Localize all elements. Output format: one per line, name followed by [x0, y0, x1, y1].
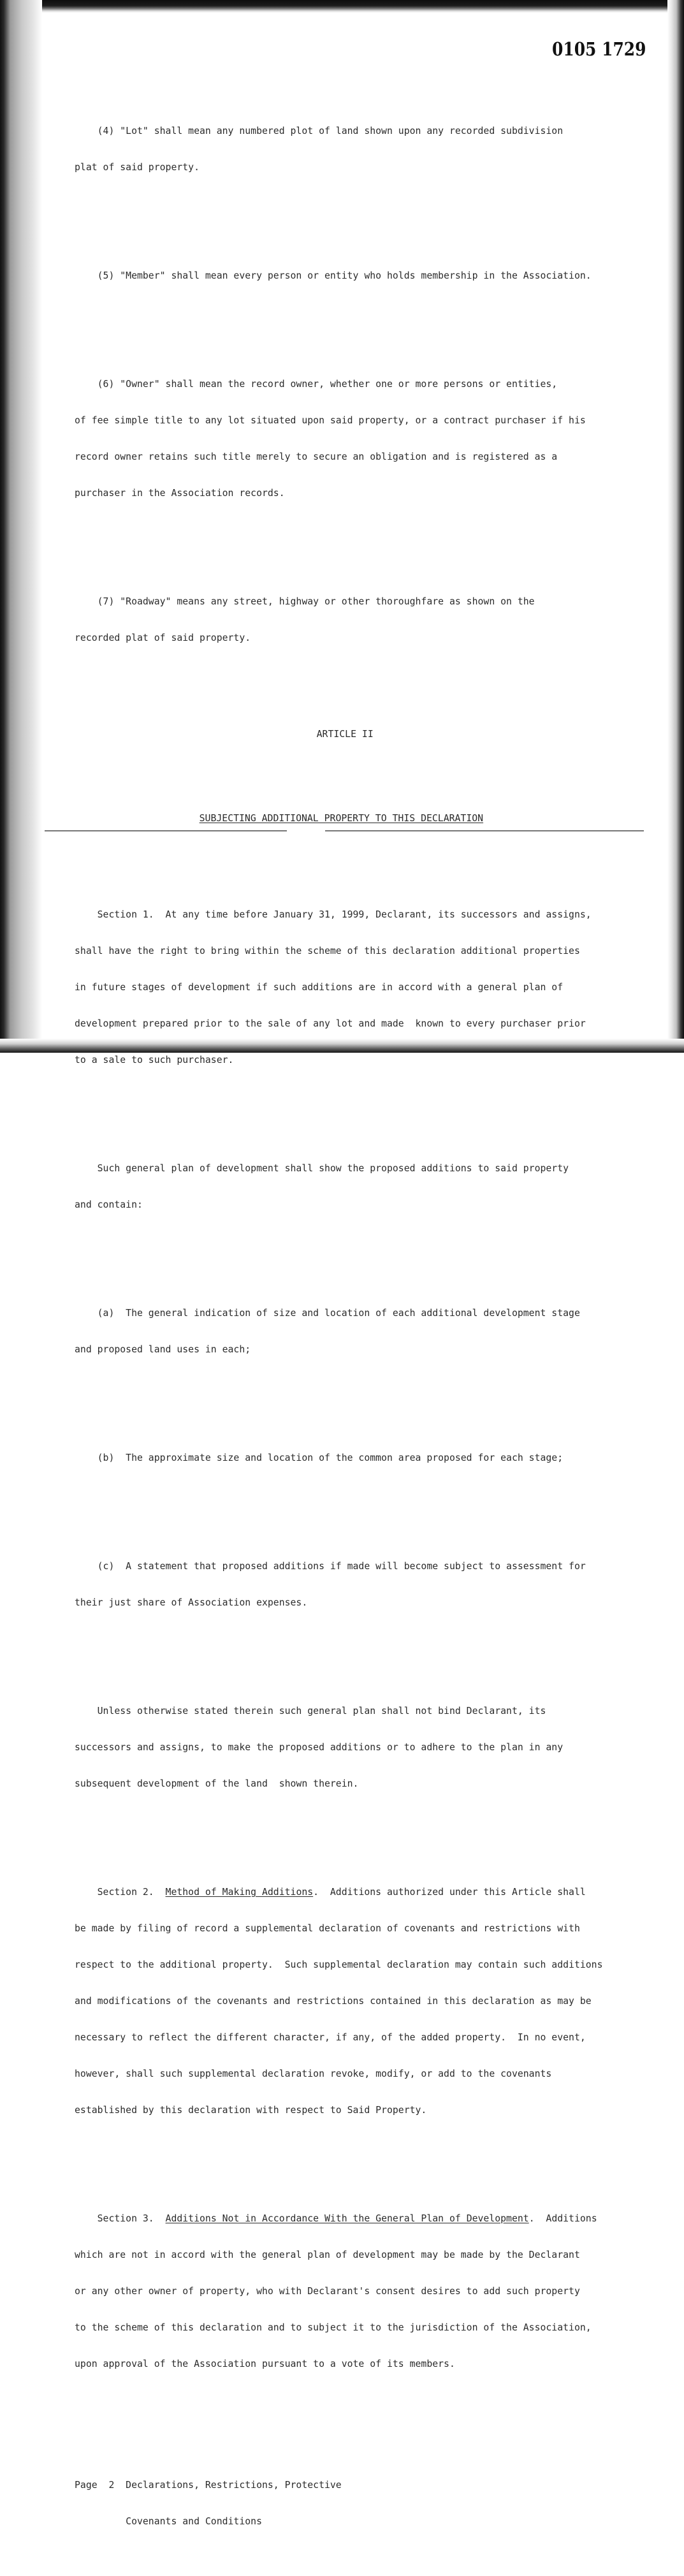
- article-title-text: SUBJECTING ADDITIONAL PROPERTY TO THIS DECLARATION: [199, 813, 484, 824]
- text-line: established by this declaration with respect to Said Property.: [75, 2105, 427, 2116]
- text-line: which are not in accord with the general plan of development may be made by the Declarant: [75, 2250, 580, 2260]
- text-line: and modifications of the covenants and restrictions contained in this declaration as may be: [75, 1996, 592, 2007]
- text-line: (7) "Roadway" means any street, highway or other thoroughfare as shown on the: [75, 596, 535, 607]
- text-line: [75, 1886, 655, 1898]
- unless-paragraph: [75, 1681, 655, 1814]
- item-b: [75, 1428, 655, 1488]
- text-line: successors and assigns, to make the proposed additions or to adhere to the plan in any: [75, 1742, 564, 1753]
- definition-roadway: [75, 571, 655, 668]
- text-line: shall have the right to bring within the scheme of this declaration additional properties: [75, 946, 580, 956]
- section-3-title: Additions Not in Accordance With the General Plan of Development: [165, 2213, 529, 2224]
- article-number-text: ARTICLE II: [316, 729, 374, 740]
- definition-lot: [75, 101, 655, 198]
- text-line: and proposed land uses in each;: [75, 1344, 251, 1355]
- text-line: record owner retains such title merely to secure an obligation and is registered as a: [75, 451, 558, 462]
- text-line: (a) The general indication of size and location of each additional development stage: [75, 1308, 580, 1319]
- scan-edge-top: [0, 0, 684, 13]
- text-line: respect to the additional property. Such supplemental declaration may contain such additions: [75, 1959, 603, 1970]
- text-line: and contain:: [75, 1199, 143, 1210]
- text-line: to the scheme of this declaration and to subject it to the jurisdiction of the Association,: [75, 2322, 592, 2333]
- text-line: (4) "Lot" shall mean any numbered plot of land shown upon any recorded subdivision: [75, 126, 564, 136]
- text-line: Section 1. At any time before January 31, 1999, Declarant, its successors and assigns,: [75, 909, 592, 920]
- footer-line: Page 2 Declarations, Restrictions, Protective: [75, 2480, 342, 2491]
- section-2-text: . Additions authorized under this Article shall: [313, 1887, 586, 1898]
- general-plan-paragraph: [75, 1138, 655, 1235]
- text-line: recorded plat of said property.: [75, 633, 251, 643]
- definition-owner: [75, 354, 655, 523]
- document-number: 0105 1729: [552, 38, 646, 60]
- text-line: (c) A statement that proposed additions if made will become subject to assessment for: [75, 1561, 586, 1572]
- section-2-label: Section 2.: [75, 1887, 166, 1898]
- section-3-label: Section 3.: [75, 2213, 166, 2224]
- text-line: plat of said property.: [75, 162, 200, 173]
- section-1-paragraph: [75, 884, 655, 1090]
- section-2-title: Method of Making Additions: [165, 1887, 314, 1898]
- page-footer: [75, 2455, 655, 2552]
- text-line: or any other owner of property, who with Declarant's consent desires to add such property: [75, 2286, 580, 2297]
- article-number: [75, 716, 655, 752]
- text-line: (5) "Member" shall mean every person or entity who holds membership in the Association.: [75, 270, 592, 281]
- document-body: [75, 64, 655, 2576]
- definition-member: [75, 245, 655, 306]
- scan-edge-left: [0, 0, 42, 1053]
- text-line: to a sale to such purchaser.: [75, 1055, 234, 1065]
- text-line: (b) The approximate size and location of the common area proposed for each stage;: [75, 1453, 564, 1463]
- text-line: however, shall such supplemental declaration revoke, modify, or add to the covenants: [75, 2068, 552, 2079]
- section-3-text: . Additions: [528, 2213, 597, 2224]
- text-line: development prepared prior to the sale of any lot and made known to every purchaser prior: [75, 1018, 586, 1029]
- text-line: upon approval of the Association pursuant to a vote of its members.: [75, 2359, 455, 2369]
- text-line: necessary to reflect the different character, if any, of the added property. In no event,: [75, 2032, 586, 2043]
- item-c: [75, 1536, 655, 1633]
- text-line: in future stages of development if such additions are in accord with a general plan of: [75, 982, 564, 993]
- text-line: Such general plan of development shall show the proposed additions to said property: [75, 1163, 569, 1174]
- article-title: [75, 800, 655, 837]
- text-line: their just share of Association expenses.: [75, 1597, 308, 1608]
- text-line: subsequent development of the land shown therein.: [75, 1778, 359, 1789]
- text-line: of fee simple title to any lot situated upon said property, or a contract purchaser if his: [75, 415, 586, 426]
- scan-edge-right: [667, 0, 684, 1053]
- text-line: purchaser in the Association records.: [75, 488, 285, 499]
- text-line: be made by filing of record a supplemental declaration of covenants and restrictions with: [75, 1923, 580, 1934]
- text-line: (6) "Owner" shall mean the record owner, whether one or more persons or entities,: [75, 379, 558, 390]
- footer-line: Covenants and Conditions: [75, 2516, 262, 2527]
- section-3-paragraph: [75, 2188, 655, 2394]
- text-line: Unless otherwise stated therein such general plan shall not bind Declarant, its: [75, 1706, 546, 1716]
- text-line: [75, 2213, 655, 2225]
- section-2-paragraph: [75, 1862, 655, 2141]
- item-a: [75, 1283, 655, 1380]
